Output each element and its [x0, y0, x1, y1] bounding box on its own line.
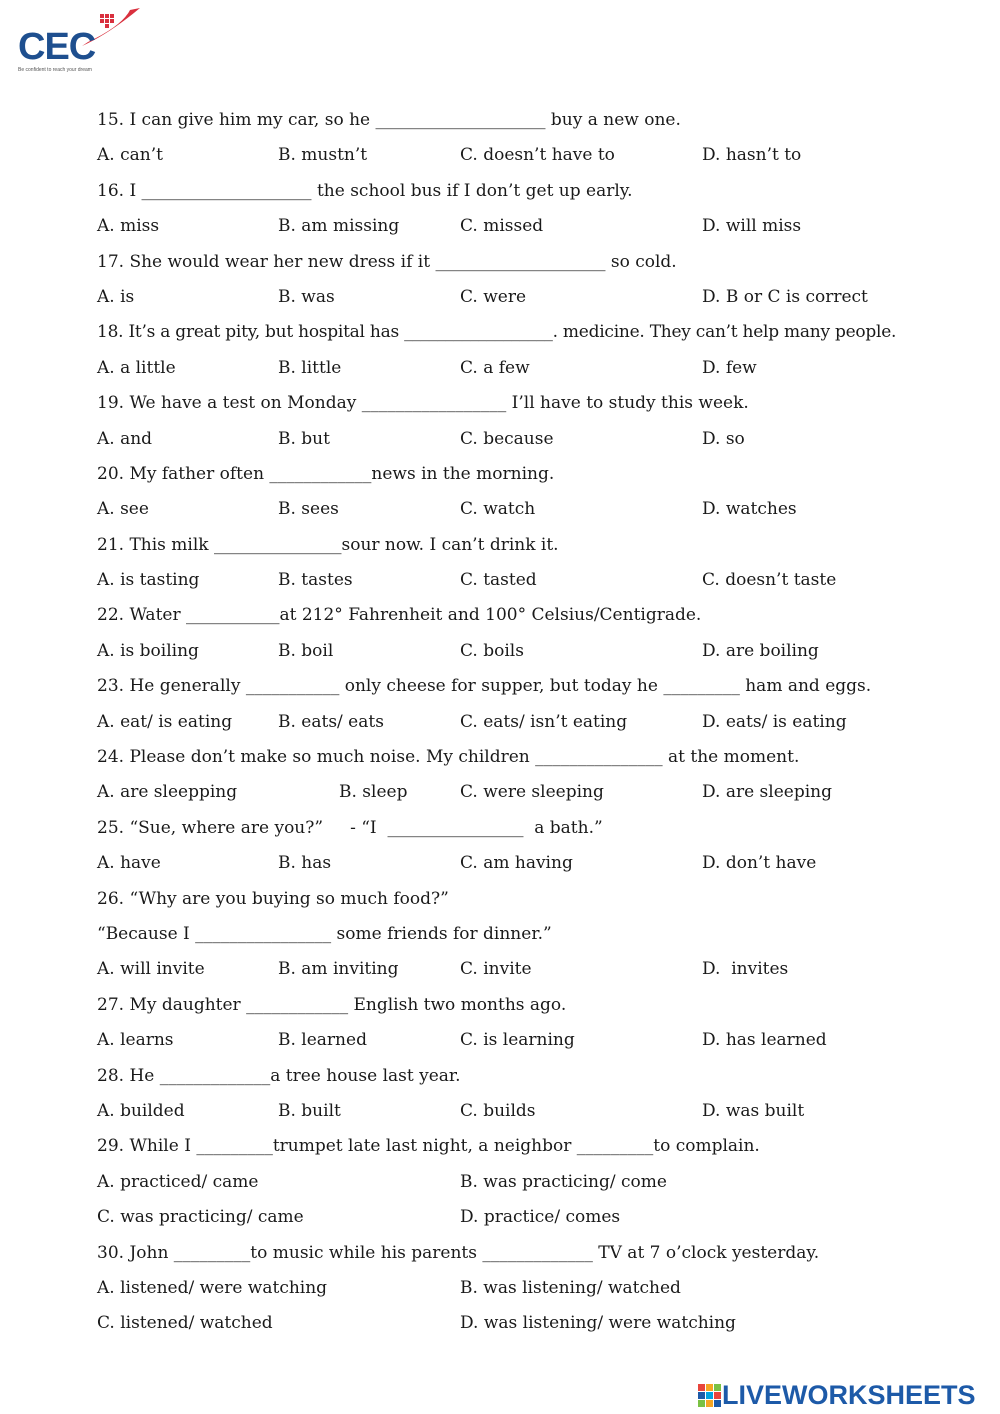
option-d[interactable]: D. has learned: [702, 1030, 827, 1051]
option-b[interactable]: B. mustn’t: [278, 145, 368, 166]
options-row: [97, 846, 957, 881]
option-c[interactable]: C. invite: [460, 959, 532, 980]
option-d[interactable]: D. don’t have: [702, 853, 817, 874]
option-c[interactable]: C. doesn’t have to: [460, 145, 615, 166]
option-a[interactable]: A. can’t: [97, 145, 163, 166]
option-a[interactable]: A. builded: [97, 1100, 185, 1121]
option-b[interactable]: B. sees: [278, 499, 339, 520]
option-d[interactable]: D. eats/ is eating: [702, 711, 847, 732]
question-stem: 15. I can give him my car, so he ____________________ buy a new one.: [97, 110, 681, 130]
options-row: [97, 209, 957, 244]
option-c[interactable]: C. eats/ isn’t eating: [460, 711, 628, 732]
option-a[interactable]: A. miss: [97, 216, 160, 237]
option-b[interactable]: B. learned: [278, 1030, 367, 1051]
option-a[interactable]: A. are sleepping: [97, 782, 238, 803]
option-c[interactable]: C. am having: [460, 853, 573, 874]
option-c[interactable]: C. were sleeping: [460, 782, 604, 803]
question-stem: 30. John _________to music while his parents _____________ TV at 7 o’clock yesterday.: [97, 1242, 820, 1263]
option-d[interactable]: C. doesn’t taste: [702, 570, 837, 591]
option-d[interactable]: D. hasn’t to: [702, 145, 802, 166]
question-stem: 29. While I _________trumpet late last night, a neighbor _________to complain.: [97, 1136, 760, 1157]
options-row: [97, 563, 957, 598]
option-b[interactable]: B. but: [278, 428, 330, 449]
option-d[interactable]: D. watches: [702, 499, 797, 520]
option-c[interactable]: C. boils: [460, 640, 524, 661]
liveworksheets-text: LIVEWORKSHEETS: [722, 1379, 976, 1410]
option-d[interactable]: D. was built: [702, 1100, 805, 1121]
option-c[interactable]: C. builds: [460, 1100, 536, 1121]
question-stem: 26. “Why are you buying so much food?”: [97, 888, 449, 909]
option-b[interactable]: B. built: [278, 1100, 341, 1121]
option-c[interactable]: C. tasted: [460, 570, 537, 591]
question-stem: 19. We have a test on Monday _________________ I’ll have to study this week.: [97, 393, 749, 414]
cec-logo: [14, 4, 134, 76]
option-a[interactable]: A. a little: [97, 357, 176, 378]
question-stem: 18. It’s a great pity, but hospital has __________________. medicine. They can’t help many people.: [97, 322, 897, 343]
option-b[interactable]: B. am inviting: [278, 959, 399, 980]
option-b[interactable]: B. was listening/ watched: [460, 1277, 681, 1298]
option-a[interactable]: A. will invite: [97, 959, 205, 980]
option-d[interactable]: D. invites: [702, 959, 789, 980]
option-a[interactable]: A. is boiling: [97, 640, 199, 661]
option-a[interactable]: A. eat/ is eating: [97, 711, 233, 732]
option-c[interactable]: C. because: [460, 428, 554, 449]
option-b[interactable]: B. boil: [278, 640, 334, 661]
option-a[interactable]: A. is tasting: [97, 570, 200, 591]
option-d[interactable]: D. are boiling: [702, 640, 819, 661]
question-stem: 22. Water ___________at 212° Fahrenheit and 100° Celsius/Centigrade.: [97, 605, 702, 626]
options-row: [97, 138, 957, 173]
question-stem: 21. This milk _______________sour now. I can’t drink it.: [97, 534, 559, 555]
options-row: [97, 1271, 957, 1306]
worksheet-content: [97, 103, 957, 1342]
option-c[interactable]: C. watch: [460, 499, 536, 520]
options-row: [97, 351, 957, 386]
option-b[interactable]: B. am missing: [278, 216, 400, 237]
options-row: [97, 952, 957, 987]
options-row: [97, 1094, 957, 1129]
option-a[interactable]: A. is: [97, 286, 135, 307]
option-c[interactable]: C. is learning: [460, 1030, 575, 1051]
options-row: [97, 1165, 957, 1200]
option-d[interactable]: D. practice/ comes: [460, 1207, 621, 1228]
options-row: [97, 1306, 957, 1341]
option-d[interactable]: D. so: [702, 428, 745, 449]
option-d[interactable]: D. was listening/ were watching: [460, 1313, 736, 1334]
option-a[interactable]: A. listened/ were watching: [97, 1277, 328, 1298]
option-b[interactable]: B. little: [278, 357, 342, 378]
option-b[interactable]: B. tastes: [278, 570, 353, 591]
question-stem-continued: “Because I ________________ some friends for dinner.”: [97, 923, 552, 944]
options-row: [97, 1023, 957, 1058]
options-row: [97, 634, 957, 669]
question-stem: 17. She would wear her new dress if it ____________________ so cold.: [97, 251, 677, 272]
option-c[interactable]: C. a few: [460, 357, 530, 378]
options-row: [97, 775, 957, 810]
option-c[interactable]: C. missed: [460, 216, 544, 237]
question-stem: 20. My father often ____________news in the morning.: [97, 463, 555, 484]
option-d[interactable]: D. will miss: [702, 216, 802, 237]
question-stem: 16. I ____________________ the school bus if I don’t get up early.: [97, 180, 633, 201]
options-row: [97, 422, 957, 457]
question-stem: 23. He generally ___________ only cheese for supper, but today he _________ ham and eggs.: [97, 676, 872, 697]
question-stem: 24. Please don’t make so much noise. My children _______________ at the moment.: [97, 747, 800, 768]
option-c[interactable]: C. listened/ watched: [97, 1313, 273, 1334]
option-a[interactable]: A. and: [97, 428, 153, 449]
option-b[interactable]: B. was practicing/ come: [460, 1171, 667, 1192]
options-row: [97, 280, 957, 315]
option-a[interactable]: A. have: [97, 853, 161, 874]
liveworksheets-logo-icon: [698, 1384, 720, 1406]
option-a[interactable]: A. practiced/ came: [97, 1171, 259, 1192]
option-c[interactable]: C. was practicing/ came: [97, 1207, 304, 1228]
options-row: [97, 1200, 957, 1235]
options-row: [97, 705, 957, 740]
option-d[interactable]: D. few: [702, 357, 757, 378]
question-stem: 27. My daughter ____________ English two months ago.: [97, 994, 567, 1015]
option-a[interactable]: A. see: [97, 499, 149, 520]
options-row: [97, 492, 957, 527]
option-b[interactable]: B. sleep: [339, 782, 408, 803]
question-stem: 28. He _____________a tree house last year.: [97, 1065, 461, 1086]
option-c[interactable]: C. were: [460, 286, 527, 307]
option-d[interactable]: D. are sleeping: [702, 782, 832, 803]
logo-text: CEC: [18, 26, 96, 68]
option-b[interactable]: B. eats/ eats: [278, 711, 384, 732]
question-stem: 25. “Sue, where are you?” - “I ________________ a bath.”: [97, 817, 603, 838]
logo-tagline: Be confident to reach your dream: [18, 67, 92, 73]
option-d[interactable]: D. B or C is correct: [702, 286, 868, 307]
option-a[interactable]: A. learns: [97, 1030, 174, 1051]
liveworksheets-brand: [698, 1378, 976, 1412]
option-b[interactable]: B. has: [278, 853, 332, 874]
option-b[interactable]: B. was: [278, 286, 335, 307]
